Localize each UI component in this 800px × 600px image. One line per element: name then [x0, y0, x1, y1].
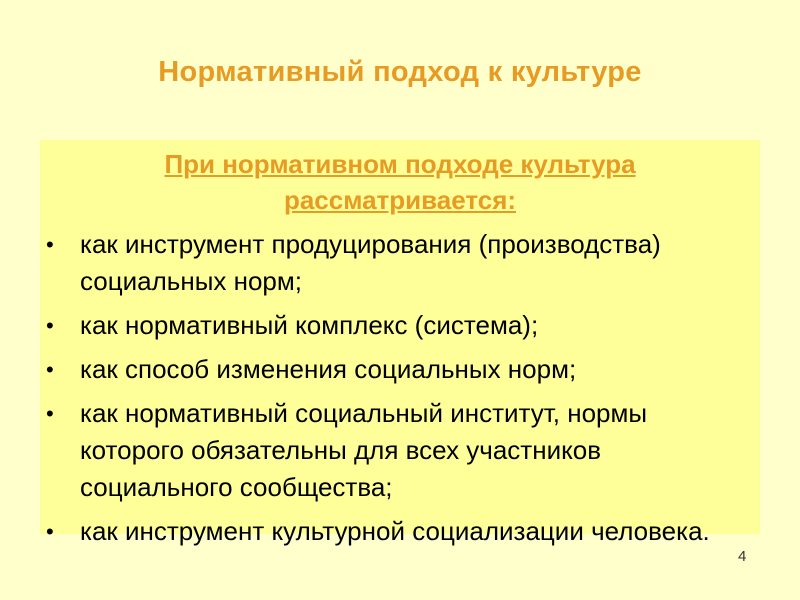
bullet-icon: • — [46, 232, 54, 257]
bullet-icon: • — [46, 313, 54, 338]
list-item-text: как инструмент культурной социализации человека. — [80, 516, 710, 546]
list-item-text: как нормативный социальный институт, нормы которого обязательны для всех участников социального сообщества; — [80, 398, 648, 502]
bullet-icon: • — [46, 357, 54, 382]
list-item-text: как инструмент продуцирования (производства) социальных норм; — [80, 229, 661, 296]
list-item — [40, 351, 760, 388]
list-item — [40, 395, 760, 506]
list-item-text: как способ изменения социальных норм; — [80, 354, 577, 384]
slide-content — [40, 146, 760, 557]
list-item-text: как нормативный комплекс (система); — [80, 310, 539, 340]
slide-title: Нормативный подход к культуре — [158, 56, 642, 88]
slide-subtitle: При нормативном подходе культура рассматривается: — [164, 149, 636, 215]
bullet-icon: • — [46, 401, 54, 426]
bullet-icon: • — [46, 519, 54, 544]
list-item — [40, 307, 760, 344]
page-number: 4 — [738, 548, 747, 565]
list-item — [40, 513, 760, 550]
list-item — [40, 226, 760, 300]
bullet-list — [40, 226, 760, 550]
